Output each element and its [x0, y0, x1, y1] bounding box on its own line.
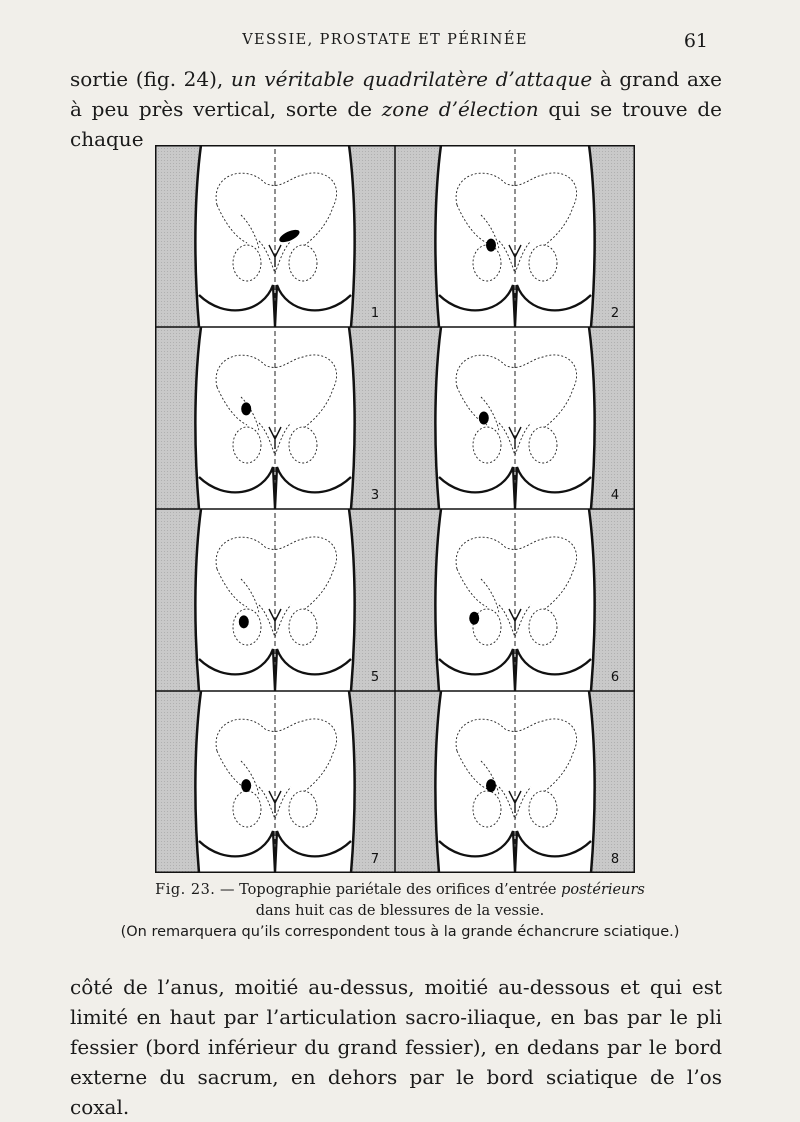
right-obturator-outline [289, 609, 317, 645]
iliac-crest-outline [216, 719, 337, 791]
ilium-outline [217, 751, 259, 795]
right-obturator-outline [529, 245, 557, 281]
gluteal-fold [199, 285, 351, 327]
figure-panel-6 [395, 509, 635, 691]
panel-number: 4 [610, 488, 620, 503]
iliac-crest-outline [216, 355, 337, 427]
gluteal-fold [439, 285, 591, 327]
paragraph-top-text-2: à grand axe à peu près vertical, sorte de [70, 67, 723, 121]
entry-wound-mark [479, 412, 489, 425]
panel-grid [155, 145, 635, 873]
paragraph-top-emphasis-1: un véritable quadrilatère d’attaque [230, 67, 593, 91]
iliac-crest-outline [216, 173, 337, 245]
left-obturator-outline [233, 609, 261, 645]
entry-wound-mark [469, 612, 479, 625]
panel-number: 3 [370, 488, 380, 503]
figure-plate [155, 145, 635, 873]
ilium-outline [217, 205, 259, 249]
figure-illustration [155, 145, 635, 873]
figure-label: Fig. 23. [155, 882, 216, 898]
left-obturator-outline [473, 245, 501, 281]
caption-dash: — [215, 882, 240, 898]
figure-panel-3 [155, 327, 395, 509]
caption-text: Topographie pariétale des orifices d’entrée [239, 882, 562, 898]
left-obturator-outline [473, 791, 501, 827]
ilium-outline [217, 387, 259, 431]
right-obturator-outline [529, 791, 557, 827]
left-obturator-outline [233, 427, 261, 463]
figure-panel-7 [155, 691, 395, 873]
panel-number: 7 [370, 852, 380, 867]
panel-number: 5 [370, 670, 380, 685]
panel-number: 8 [610, 852, 620, 867]
entry-wound-mark [278, 227, 302, 244]
entry-wound-mark [486, 779, 496, 792]
gluteal-fold [199, 831, 351, 873]
left-obturator-outline [473, 427, 501, 463]
entry-wound-mark [486, 239, 496, 252]
entry-wound-mark [241, 402, 251, 415]
panel-number: 2 [610, 306, 620, 321]
gluteal-fold [439, 467, 591, 509]
right-obturator-outline [529, 427, 557, 463]
paragraph-top-text-3: qui se trouve de chaque [70, 97, 723, 151]
paragraph-bottom: côté de l’anus, moitié au-dessus, moitié au-dessous et qui est limité en haut par l’articulation sacro-iliaque, en bas par le pli fessier (bord inférieur du grand fessier), en dedans par le bord externe du sacrum, en dehors par le bord sciatique de l’os coxal. [70, 975, 722, 1119]
ilium-outline [217, 569, 259, 613]
right-obturator-outline [289, 427, 317, 463]
page-number: 61 [683, 30, 708, 52]
page-header [0, 30, 800, 54]
left-obturator-outline [233, 791, 261, 827]
right-obturator-outline [289, 791, 317, 827]
caption-emphasis: postérieurs [561, 882, 645, 898]
caption-note: (On remarquera qu’ils correspondent tous à la grande échancrure sciatique.) [120, 924, 680, 940]
iliac-crest-outline [216, 537, 337, 609]
ilium-outline [457, 569, 499, 613]
figure-panel-1 [155, 145, 395, 327]
left-obturator-outline [233, 245, 261, 281]
panel-number: 1 [370, 306, 380, 321]
right-obturator-outline [529, 609, 557, 645]
paragraph-top-text-1: sortie (fig. 24), [70, 67, 231, 91]
iliac-crest-outline [456, 719, 577, 791]
figure-panel-4 [395, 327, 635, 509]
figure-panel-2 [395, 145, 635, 327]
gluteal-fold [199, 649, 351, 691]
caption-line-1 [60, 880, 740, 901]
paragraph-top [70, 64, 722, 154]
entry-wound-mark [239, 615, 249, 628]
gluteal-fold [439, 649, 591, 691]
iliac-crest-outline [456, 173, 577, 245]
right-obturator-outline [289, 245, 317, 281]
figure-panel-8 [395, 691, 635, 873]
gluteal-fold [199, 467, 351, 509]
iliac-crest-outline [456, 355, 577, 427]
paragraph-top-emphasis-2: zone d’élection [381, 97, 539, 121]
entry-wound-mark [241, 779, 251, 792]
gluteal-fold [439, 831, 591, 873]
ilium-outline [457, 387, 499, 431]
figure-caption [60, 880, 740, 943]
iliac-crest-outline [456, 537, 577, 609]
caption-line-2: dans huit cas de blessures de la vessie. [255, 903, 545, 919]
figure-panel-5 [155, 509, 395, 691]
running-title: VESSIE, PROSTATE ET PÉRINÉE [242, 32, 528, 48]
panel-number: 6 [610, 670, 620, 685]
